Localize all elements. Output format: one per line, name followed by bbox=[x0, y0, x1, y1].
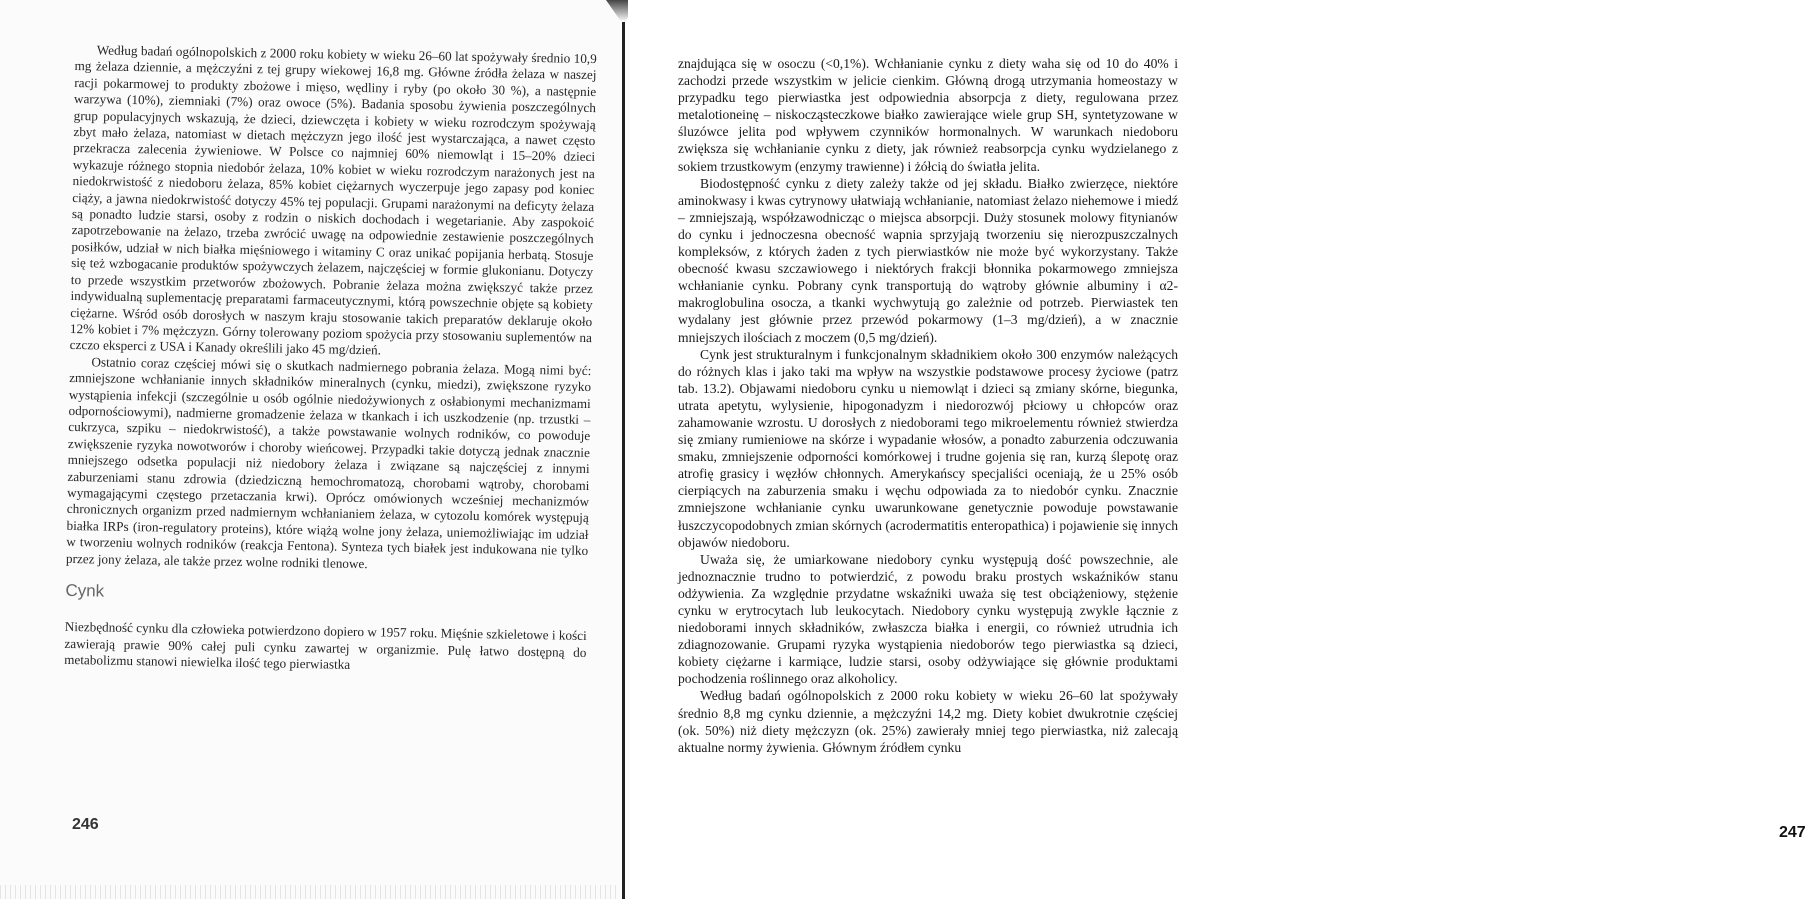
right-page bbox=[628, 0, 1806, 899]
book-gutter bbox=[622, 0, 625, 899]
right-paragraph-4: Uważa się, że umiarkowane niedobory cynku występują dość powszechnie, ale jednoznacznie trudno to potwierdzić, z powodu braku prostych wskaźników stanu odżywienia. Za względnie przydatne wskaźniki uważa się test obciążeniowy, stężenie cynku w erytrocytach lub leukocytach. Niedobory cynku występują zwykle łącznie z niedoborami innych składników, zwłaszcza białka i energii, co również utrudnia ich zdiagnozowanie. Grupami ryzyka wystąpienia niedoborów tego pierwiastka są dzieci, kobiety ciężarne i karmiące, ludzie starsi, osoby odżywiające się głównie produktami pochodzenia roślinnego oraz alkoholicy. bbox=[678, 551, 1178, 687]
right-paragraph-1: znajdująca się w osoczu (<0,1%). Wchłanianie cynku z diety waha się od 10 do 40% i zachodzi przede wszystkim w jelicie cienkim. Główną drogą utrzymania homeostazy w przypadku tego pierwiastka jest odpowiednia absorpcja z diety, regulowana przez metalotioneinę – niskocząsteczkowe białko zawierające wiele grup SH, syntetyzowane w śluzówce jelita pod wpływem czynników hormonalnych. W warunkach niedoboru zwiększa się wchłanianie cynku z diety, jak również reabsorpcja cynku wydzielanego z sokiem trzustkowym (enzymy trawienne) i żółcią do światła jelita. bbox=[678, 56, 1178, 174]
right-page-text bbox=[678, 55, 1178, 756]
section-heading-cynk: Cynk bbox=[65, 580, 105, 601]
page-number-right: 247 bbox=[1779, 824, 1806, 841]
left-paragraph-2: Ostatnio coraz częściej mówi się o skutkach nadmiernego pobrania żelaza. Mogą nimi być: zmniejszone wchłanianie innych składników mineralnych (cynku, miedzi), zwiększone ryzyko wystąpienia infekcji (szczególnie u osób ogólnie niedożywionych z osłabionymi mechanizmami odpornościowymi), nadmierne gromadzenie żelaza w tkankach i ich uszkodzenie (np. trzustki – cukrzyca, szpiku – niedokrwistość), a także powstawanie wolnych rodników, co powoduje zwiększenie ryzyka nowotworów i choroby wieńcowej. Przypadki takie dotyczą jednak znacznie mniejszego odsetka populacji niż niedobory żelaza i związane są najczęściej z innymi zaburzeniami stanu zdrowia (dziedziczną hemochromatozą, chorobami wątroby, chorobami wymagającymi częstego przetaczania krwi). Oprócz omówionych wcześniej mechanizmów chronicznych organizm przed nadmiernym wchłanianiem żelaza, w cytozolu komórek występują białka IRPs (iron-regulatory proteins), które wiążą wolne jony żelaza, uniemożliwiając im udział w tworzeniu wolnych rodników (reakcja Fentona). Synteza tych białek jest indukowana nie tylko przez jony żelaza, ale także przez wolne rodniki tlenowe. bbox=[65, 354, 592, 571]
left-paragraph-1: Według badań ogólnopolskich z 2000 roku kobiety w wieku 26–60 lat spożywały średnio 10,9 mg żelaza dziennie, a mężczyźni z tej grupy wiekowej 16,8 mg. Główne źródła żelaza w naszej racji pokarmowej to produkty zbożowe i mięso, wędliny i ryby (po około 30 %), a następnie warzywa (10%), ziemniaki (7%) oraz owoce (5%). Badania sposobu żywienia poszczególnych grup populacyjnych wskazują, że dzieci, dziewczęta i kobiety w wieku rozrodczym spożywają zbyt mało żelaza, natomiast w dietach mężczyzn jego ilość jest wystarczająca, a nawet często przekracza zalecenia żywieniowe. W Polsce co najmniej 60% niemowląt i 15–20% dzieci wykazuje różnego stopnia niedobór żelaza, 10% kobiet w wieku rozrodczym narażonych jest na niedokrwistość z niedoboru żelaza, 85% kobiet ciężarnych wyczerpuje jego zapasy pod koniec ciąży, a jawna niedokrwistość dotyczy 45% tej populacji. Grupami narażonymi na deficyty żelaza są ponadto ludzie starsi, osoby z rodzin o niskich dochodach i wegetarianie. Aby zaspokoić zapotrzebowanie na żelazo, trzeba zwrócić uwagę na odpowiednie zestawienie poszczególnych posiłków, udział w nich białka mięśniowego i witaminy C oraz unikać popijania herbatą. Stosuje się też wzbogacanie produktów spożywczych żelazem, najczęściej w formie glukonianu. Dotyczy to przede wszystkim przetworów zbożowych. Pobranie żelaza można zwiększyć także przez indywidualną suplementację preparatami farmaceutycznymi, którą powszechnie objęte są kobiety ciężarne. Wśród osób dorosłych w naszym kraju stosowanie takich preparatów deklaruje około 12% kobiet i 7% mężczyzn. Górny tolerowany poziom spożycia przy stosowaniu suplementów na czczo eksperci z USA i Kanady określili jako 45 mg/dzień. bbox=[69, 42, 597, 358]
left-page-text bbox=[64, 42, 597, 678]
scan-noise-strip bbox=[0, 885, 620, 899]
right-paragraph-2: Biodostępność cynku z diety zależy także od jej składu. Białko zwierzęce, niektóre aminokwasy i kwas cytrynowy ułatwiają wchłanianie, natomiast żelazo niehemowe i miedź – zmniejszają, współzawodnicząc o miejsca absorpcji. Duży stosunek molowy fitynianów do cynku i jednoczesna obecność wapnia sprzyjają tworzeniu się nierozpuszczalnych kompleksów, z których żaden z tych pierwiastków nie może być wykorzystany. Także obecność kwasu szczawiowego i niektórych frakcji błonnika pokarmowego zmniejsza wchłanianie cynku. Pobrany cynk transportują do wątroby głównie albuminy i α2-makroglobulina osocza, a tkanki wychwytują go zależnie od potrzeb. Pierwiastek ten wydalany jest głównie przez przewód pokarmowy (1–3 mg/dzień), a w znacznie mniejszych ilościach z moczem (0,5 mg/dzień). bbox=[678, 175, 1178, 345]
left-section-paragraph: Niezbędność cynku dla człowieka potwierdzono dopiero w 1957 roku. Mięśnie szkieletowe i kości zawierają prawie 90% całej puli cynku zawartej w organizmie. Pulę łatwo dostępną do metabolizmu stanowi niewielka ilość tego pierwiastka bbox=[64, 619, 587, 673]
right-paragraph-5: Według badań ogólnopolskich z 2000 roku kobiety w wieku 26–60 lat spożywały średnio 8,8 mg cynku dziennie, a mężczyźni 14,2 mg. Diety kobiet dwukrotnie częściej (ok. 50%) niż diety mężczyzn (ok. 25%) zawierały mniej tego pierwiastka, niż zalecają aktualne normy żywienia. Głównym źródłem cynku bbox=[678, 688, 1178, 755]
right-paragraph-3: Cynk jest strukturalnym i funkcjonalnym składnikiem około 300 enzymów należących do różnych klas i jako taki ma wpływ na wszystkie podstawowe procesy życiowe (patrz tab. 13.2). Objawami niedoboru cynku u niemowląt i dzieci są zmiany skórne, biegunka, utrata apetytu, wylysienie, hipogonadyzm i niedorozwój płciowy u chłopców oraz zahamowanie wzrostu. U dorosłych z niedoborami tego mikroelementu również stwierdza się zmiany rumieniowe na skórze i wypadanie włosów, a ponadto zaburzenia odczuwania smaku, zmniejszenie odporności komórkowej i trudne gojenia się ran, kurzą ślepotę oraz atrofię grasicy i węzłów chłonnych. Amerykańscy specjaliści oceniają, że u 25% osób cierpiących na zaburzenia smaku i węchu odpowiada za to niedobór cynku. Znacznie zmniejszone wchłanianie cynku uwarunkowane genetycznie powoduje powstawanie łuszczycopodobnych zmian skórnych (acrodermatitis enteropathica) i pojawienie się innych objawów niedoboru. bbox=[678, 346, 1178, 550]
left-page bbox=[0, 0, 620, 899]
page-number-left: 246 bbox=[72, 816, 99, 833]
